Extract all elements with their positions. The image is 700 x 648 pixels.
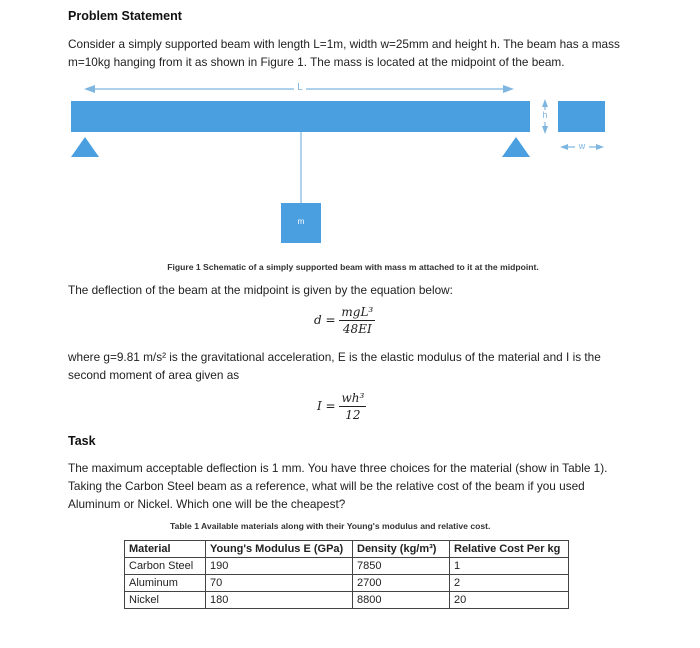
task-paragraph (68, 459, 678, 513)
cell-density: 8800 (353, 592, 450, 609)
cell-density: 7850 (353, 558, 450, 575)
cell-cost: 20 (450, 592, 569, 609)
cell-material: Nickel (125, 592, 206, 609)
materials-table (124, 540, 569, 609)
table-row (125, 575, 569, 592)
width-arrow-right-head (596, 144, 604, 150)
task-line-2: Taking the Carbon Steel beam as a reference, what will be the relative cost of the beam if you used (68, 479, 585, 493)
figure-caption: Figure 1 Schematic of a simply supported beam with mass m attached to it at the midpoint. (167, 262, 539, 272)
header-density: Density (kg/m³) (353, 541, 450, 558)
height-arrow-bottom-head (542, 126, 548, 134)
eq1-fraction (339, 305, 375, 336)
eq2-denominator: 12 (345, 408, 361, 422)
eq1-denominator: 48EI (342, 322, 372, 336)
left-support (71, 137, 99, 157)
header-material: Material (125, 541, 206, 558)
cell-cost: 1 (450, 558, 569, 575)
eq2-fraction (339, 391, 366, 422)
right-support (502, 137, 530, 157)
length-arrow-left-head (84, 85, 95, 93)
intro-line-1: Consider a simply supported beam with length L=1m, width w=25mm and height h. The beam has a mass (68, 37, 620, 51)
eq2-numerator: wh³ (341, 391, 365, 405)
where-line-1: where g=9.81 m/s² is the gravitational acceleration, E is the elastic modulus of the material and I is the (68, 350, 601, 364)
cell-density: 2700 (353, 575, 450, 592)
beam-figure (0, 0, 700, 280)
cell-material: Aluminum (125, 575, 206, 592)
cell-modulus: 190 (206, 558, 353, 575)
problem-heading: Problem Statement (68, 9, 182, 23)
table-row (125, 592, 569, 609)
deflection-text: The deflection of the beam at the midpoint is given by the equation below: (68, 283, 453, 297)
cell-modulus: 70 (206, 575, 353, 592)
cross-section (558, 101, 605, 132)
where-paragraph (68, 348, 668, 384)
mass-label: m (297, 217, 305, 226)
width-label: w (578, 141, 586, 151)
task-line-3: Aluminum or Nickel. Which one will be the cheapest? (68, 497, 346, 511)
cell-material: Carbon Steel (125, 558, 206, 575)
deflection-equation (314, 305, 375, 336)
length-arrow-right-head (503, 85, 514, 93)
moment-equation (317, 391, 366, 422)
eq2-lhs: I = (317, 399, 336, 413)
task-line-1: The maximum acceptable deflection is 1 mm. You have three choices for the material (show in Table 1). (68, 461, 608, 475)
table-row (125, 558, 569, 575)
eq1-numerator: mgL³ (341, 305, 374, 319)
beam (71, 101, 530, 132)
width-arrow-left-head (560, 144, 568, 150)
length-label: L (297, 82, 303, 93)
table-caption: Table 1 Available materials along with their Young's modulus and relative cost. (170, 521, 491, 531)
task-heading: Task (68, 434, 96, 448)
where-line-2: second moment of area given as (68, 368, 240, 382)
header-relative-cost: Relative Cost Per kg (450, 541, 569, 558)
cell-modulus: 180 (206, 592, 353, 609)
intro-line-2: m=10kg hanging from it as shown in Figure 1. The mass is located at the midpoint of the beam. (68, 55, 565, 69)
height-label: h (542, 110, 548, 120)
table-header-row (125, 541, 569, 558)
eq1-lhs: d = (314, 313, 336, 327)
height-arrow-top-head (542, 99, 548, 107)
cell-cost: 2 (450, 575, 569, 592)
header-youngs-modulus: Young's Modulus E (GPa) (206, 541, 353, 558)
